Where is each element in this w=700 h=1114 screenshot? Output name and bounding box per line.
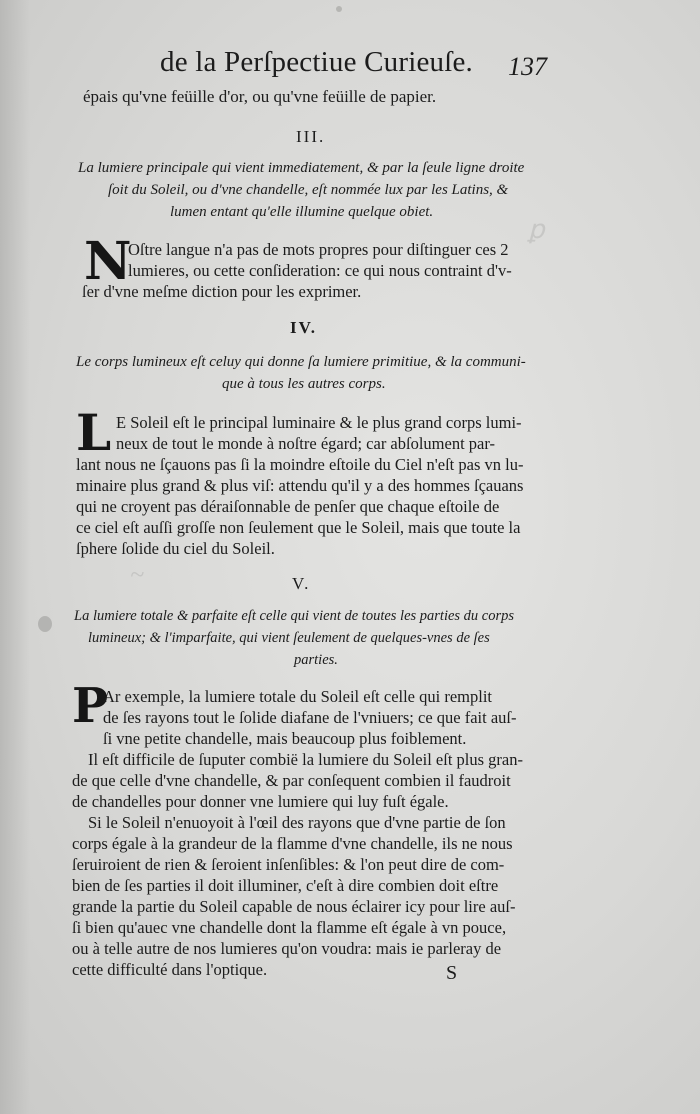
paragraph-line: Il eſt difficile de ſuputer combië la lumiere du Soleil eſt plus gran- (88, 750, 523, 769)
paragraph-line: Si le Soleil n'enuoyoit à l'œil des rayons que d'vne partie de ſon (88, 813, 506, 832)
paragraph-line: cette difficulté dans l'optique. (72, 960, 268, 979)
paragraph-line: ſeruiroient de rien & ſeroient inſenſibles: & l'on peut dire de com- (72, 855, 505, 874)
paragraph-line: Oſtre langue n'a pas de mots propres pour diſtinguer ces 2 (128, 240, 509, 259)
definition-line: que à tous les autres corps. (222, 376, 386, 392)
paragraph-line: de ſes rayons tout le ſolide diafane de l'vniuers; ce que fait auſ- (103, 708, 517, 727)
paper-stain (336, 6, 342, 12)
drop-capital: N (84, 231, 132, 292)
definition-line: La lumiere principale qui vient immediatement, & par la ſeule ligne droite (78, 160, 525, 176)
paragraph-line: E Soleil eſt le principal luminaire & le plus grand corps lumi- (116, 413, 522, 432)
definition-line: lumineux; & l'imparfaite, qui vient ſeulement de quelques-vnes de ſes (88, 630, 490, 646)
definition-line: ſoit du Soleil, ou d'vne chandelle, eſt nommée lux par les Latins, & (108, 182, 509, 198)
paragraph-line: corps égale à la grandeur de la flamme d'vne chandelle, ils ne nous (72, 834, 513, 853)
paragraph-line: bien de ſes parties il doit illuminer, c'eſt à dire combien doit eſtre (72, 876, 499, 895)
paragraph-line: Ar exemple, la lumiere totale du Soleil eſt celle qui remplit (103, 687, 492, 706)
show-through: ꝑ (528, 215, 545, 244)
continuation-line: épais qu'vne feüille d'or, ou qu'vne feüille de papier. (83, 87, 437, 106)
gutter-shadow (0, 0, 30, 1114)
paper-stain (38, 616, 52, 632)
paragraph-line: ſi vne petite chandelle, mais beaucoup plus foiblement. (103, 729, 467, 748)
definition-line: lumen entant qu'elle illumine quelque obiet. (170, 204, 434, 220)
definition-line: La lumiere totale & parfaite eſt celle qui vient de toutes les parties du corps (74, 608, 515, 624)
paragraph-line: ſer d'vne meſme diction pour les exprimer. (82, 282, 362, 301)
section-numeral-iv: IV. (290, 318, 317, 337)
paragraph-line: de que celle d'vne chandelle, & par conſequent combien il faudroit (72, 771, 511, 790)
signature-mark: S (446, 962, 458, 984)
drop-capital: L (76, 403, 112, 462)
paragraph-line: de chandelles pour donner vne lumiere qui luy fuſt égale. (72, 792, 449, 811)
paragraph-line: neux de tout le monde à noſtre égard; car abſolument par- (116, 434, 496, 453)
folio-number: 137 (508, 52, 547, 81)
drop-capital: P (72, 678, 109, 734)
paragraph-line: minaire plus grand & plus viſ: attendu qu'il y a des hommes ſçauans (76, 476, 524, 495)
paragraph-line: ſi bien qu'auec vne chandelle dont la flamme eſt égale à vn pouce, (72, 918, 507, 937)
section-numeral-v: V. (292, 574, 311, 593)
definition-line: Le corps lumineux eſt celuy qui donne ſa lumiere primitiue, & la communi- (76, 354, 526, 370)
paragraph-line: ce ciel eſt auſſi groſſe non ſeulement que le Soleil, mais que toute la (76, 518, 521, 537)
paragraph-line: qui ne croyent pas déraiſonnable de penſer que chaque eſtoile de (76, 497, 500, 516)
show-through: ~ (130, 560, 145, 589)
section-numeral-iii: III. (296, 127, 326, 146)
definition-line: parties. (294, 652, 338, 668)
paragraph-line: ou à telle autre de nos lumieres qu'on voudra: mais ie parleray de (72, 939, 502, 958)
paragraph-line: lumieres, ou cette conſideration: ce qui nous contraint d'v- (128, 261, 512, 280)
paragraph-line: ſphere ſolide du ciel du Soleil. (76, 539, 275, 558)
running-title: de la Perſpectiue Curieuſe. (160, 46, 474, 78)
paragraph-line: grande la partie du Soleil capable de nous éclairer icy pour lire auſ- (72, 897, 516, 916)
paragraph-line: lant nous ne ſçauons pas ſi la moindre eſtoile du Ciel n'eſt pas vn lu- (76, 455, 524, 474)
